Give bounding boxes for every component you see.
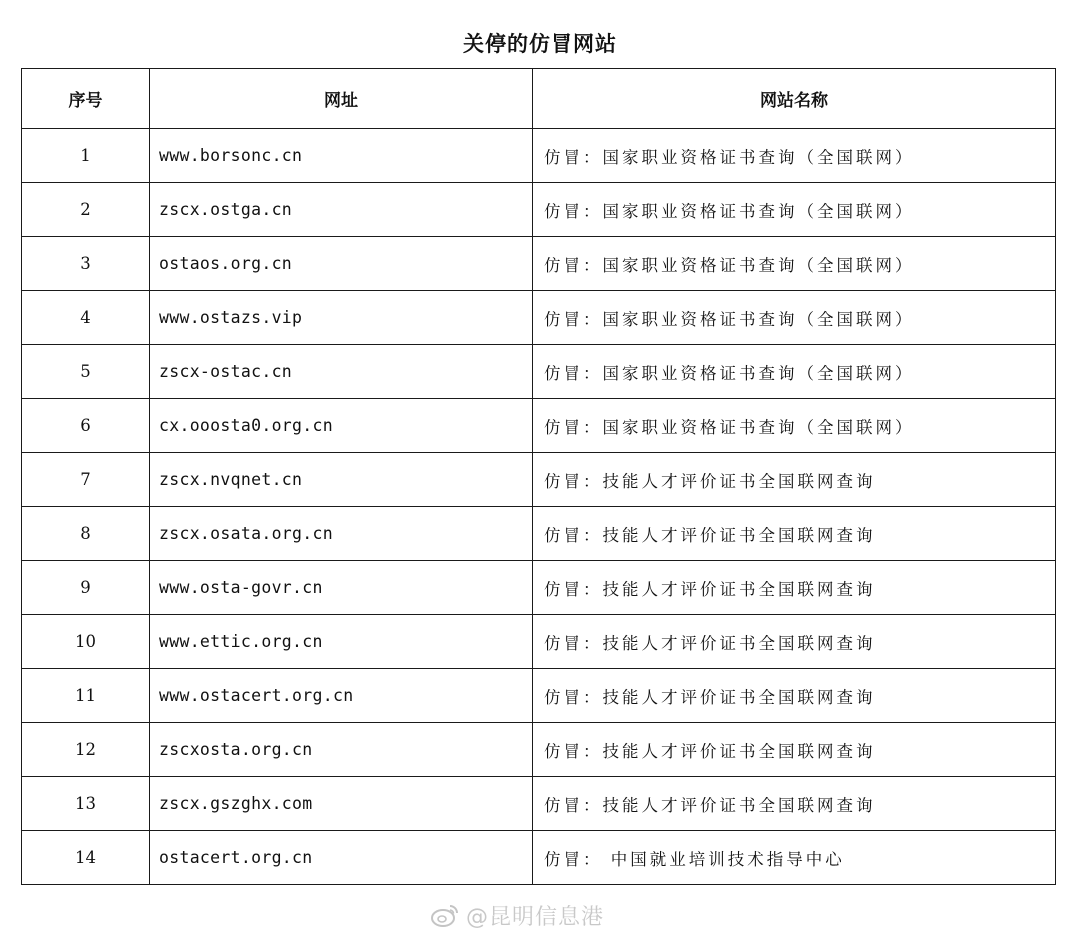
row-url: zscxosta.org.cn [150, 723, 533, 777]
watermark-text: @昆明信息港 [466, 904, 605, 930]
table-row [22, 777, 1056, 831]
row-site-name: 仿冒：技能人才评价证书全国联网查询 [533, 615, 1056, 669]
row-site-name: 仿冒： 中国就业培训技术指导中心 [533, 831, 1056, 885]
row-url: ostacert.org.cn [150, 831, 533, 885]
row-index: 14 [22, 831, 150, 885]
row-url: www.borsonc.cn [150, 129, 533, 183]
header-index: 序号 [22, 69, 150, 129]
row-index: 6 [22, 399, 150, 453]
table-row [22, 129, 1056, 183]
row-site-name: 仿冒：技能人才评价证书全国联网查询 [533, 723, 1056, 777]
row-site-name: 仿冒：国家职业资格证书查询（全国联网） [533, 291, 1056, 345]
table-row [22, 723, 1056, 777]
row-site-name: 仿冒：技能人才评价证书全国联网查询 [533, 507, 1056, 561]
table-row [22, 183, 1056, 237]
table-row [22, 345, 1056, 399]
page-title: 关停的仿冒网站 [463, 31, 617, 56]
header-site-name: 网站名称 [533, 69, 1056, 129]
row-url: zscx.ostga.cn [150, 183, 533, 237]
table-row [22, 561, 1056, 615]
header-url: 网址 [150, 69, 533, 129]
weibo-icon [430, 902, 460, 928]
row-site-name: 仿冒：国家职业资格证书查询（全国联网） [533, 129, 1056, 183]
row-url: zscx.osata.org.cn [150, 507, 533, 561]
row-url: ostaos.org.cn [150, 237, 533, 291]
row-site-name: 仿冒：技能人才评价证书全国联网查询 [533, 561, 1056, 615]
row-index: 8 [22, 507, 150, 561]
row-site-name: 仿冒：国家职业资格证书查询（全国联网） [533, 399, 1056, 453]
row-url: cx.ooosta0.org.cn [150, 399, 533, 453]
row-url: www.ostazs.vip [150, 291, 533, 345]
row-url: zscx.nvqnet.cn [150, 453, 533, 507]
table-row [22, 291, 1056, 345]
table-row [22, 615, 1056, 669]
row-index: 3 [22, 237, 150, 291]
watermark [430, 898, 604, 932]
row-site-name: 仿冒：国家职业资格证书查询（全国联网） [533, 183, 1056, 237]
row-site-name: 仿冒：技能人才评价证书全国联网查询 [533, 777, 1056, 831]
row-index: 9 [22, 561, 150, 615]
row-index: 13 [22, 777, 150, 831]
table-row [22, 507, 1056, 561]
table-row [22, 669, 1056, 723]
table-header-row [22, 69, 1056, 129]
row-url: zscx-ostac.cn [150, 345, 533, 399]
row-site-name: 仿冒：技能人才评价证书全国联网查询 [533, 453, 1056, 507]
row-index: 7 [22, 453, 150, 507]
row-url: www.ettic.org.cn [150, 615, 533, 669]
table-row [22, 453, 1056, 507]
row-site-name: 仿冒：国家职业资格证书查询（全国联网） [533, 345, 1056, 399]
row-index: 1 [22, 129, 150, 183]
row-index: 11 [22, 669, 150, 723]
table-row [22, 399, 1056, 453]
shutdown-sites-table [21, 68, 1056, 885]
row-url: www.ostacert.org.cn [150, 669, 533, 723]
row-url: www.osta-govr.cn [150, 561, 533, 615]
row-index: 12 [22, 723, 150, 777]
table-row [22, 831, 1056, 885]
row-url: zscx.gszghx.com [150, 777, 533, 831]
row-site-name: 仿冒：技能人才评价证书全国联网查询 [533, 669, 1056, 723]
row-index: 10 [22, 615, 150, 669]
row-index: 2 [22, 183, 150, 237]
row-index: 5 [22, 345, 150, 399]
row-site-name: 仿冒：国家职业资格证书查询（全国联网） [533, 237, 1056, 291]
table-row [22, 237, 1056, 291]
row-index: 4 [22, 291, 150, 345]
